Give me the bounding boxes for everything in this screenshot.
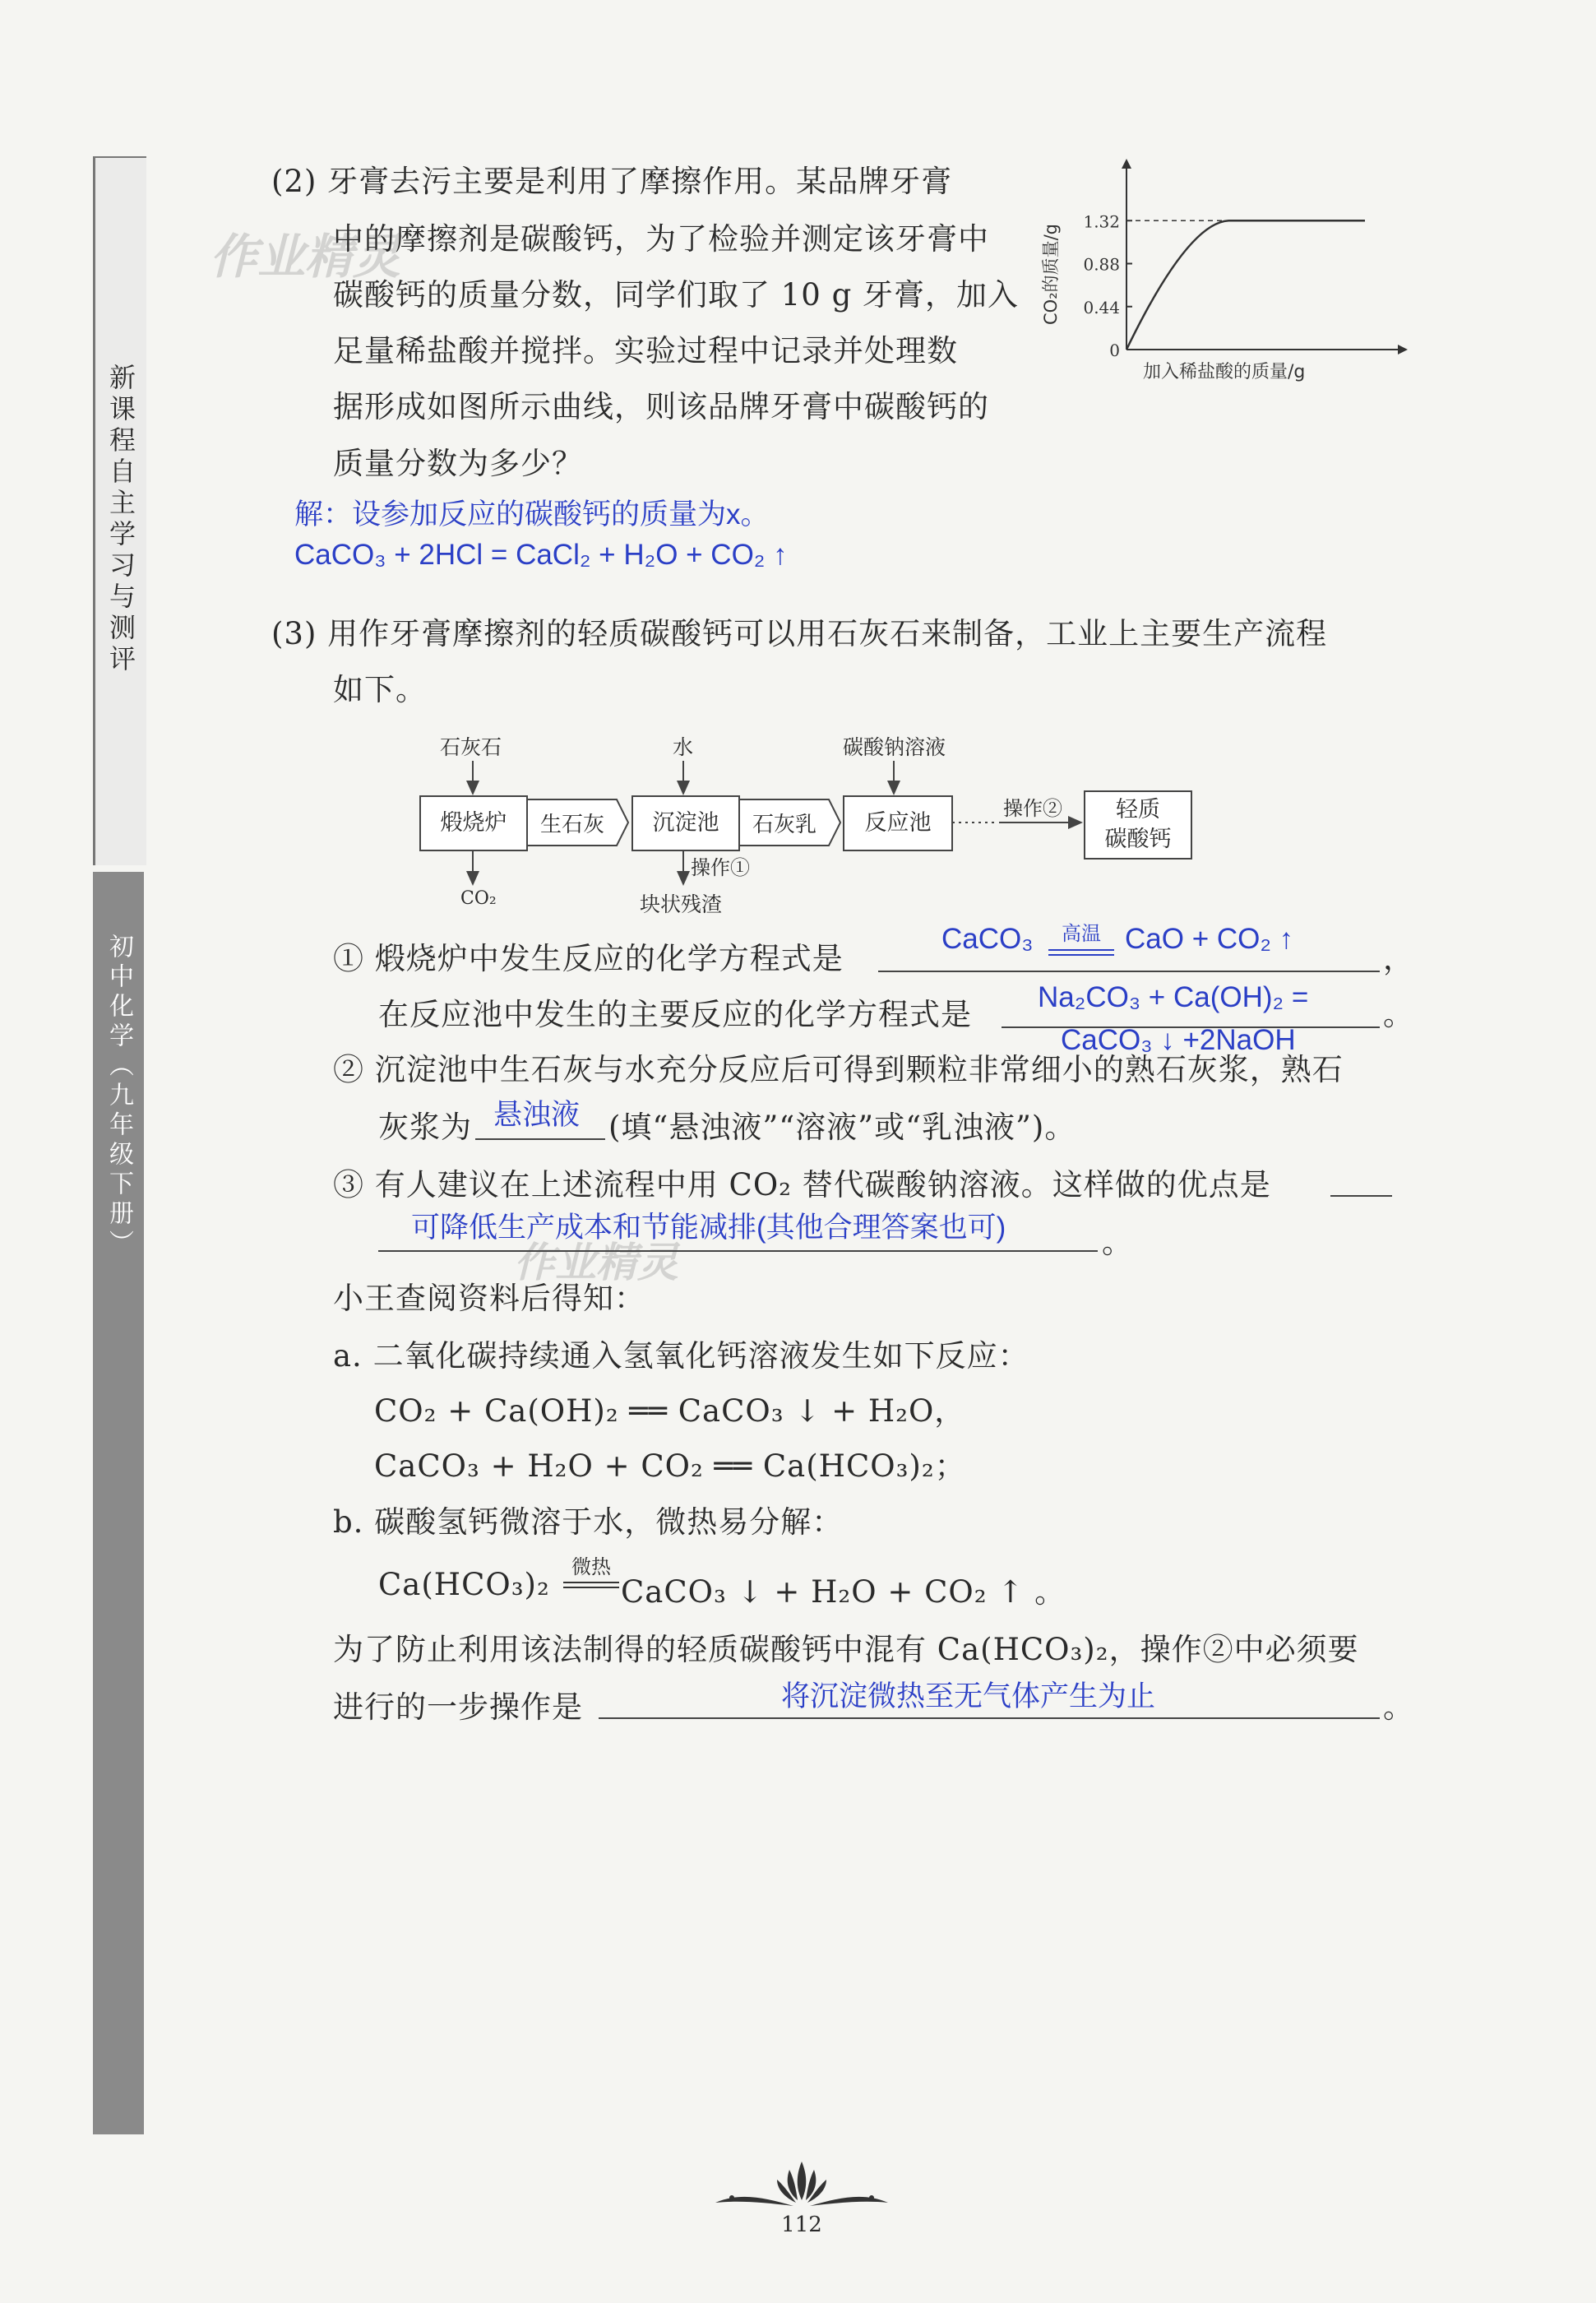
info-eq-b-cond-rule-1 xyxy=(563,1582,619,1583)
flow-box-product: 轻质 碳酸钙 xyxy=(1084,790,1192,860)
sub2-blank xyxy=(475,1138,605,1140)
flow-box-furnace: 煅烧炉 xyxy=(419,795,528,851)
info-final-line-2: 进行的一步操作是 xyxy=(333,1689,583,1725)
sub1-answer-1-condition xyxy=(1048,917,1114,956)
info-a-title: a. 二氧化碳持续通入氢氧化钙溶液发生如下反应： xyxy=(333,1338,1029,1374)
flow-op2: 操作② xyxy=(1003,797,1062,820)
footer-ornament-icon xyxy=(707,2155,896,2221)
flow-output-co2: CO₂ xyxy=(460,888,497,909)
sub3-period: 。 xyxy=(1102,1225,1133,1260)
x-axis-label: 加入稀盐酸的质量/g xyxy=(1143,362,1306,382)
co2-series-line xyxy=(1126,220,1365,350)
sub3-blank xyxy=(378,1250,1098,1252)
q2-line-5: 据形成如图所示曲线，则该品牌牙膏中碳酸钙的 xyxy=(333,389,989,424)
book-title: 新课程自主学习与测评 xyxy=(105,364,136,676)
info-eq-b-cond-rule-2 xyxy=(563,1587,619,1588)
info-eq-b-condition xyxy=(563,1550,619,1588)
y-tick-label: 0 xyxy=(1109,341,1120,360)
sub2-line-2-suffix: (填“悬浊液”“溶液”或“乳浊液”)。 xyxy=(608,1110,1076,1145)
sub2-line-1: ② 沉淀池中生石灰与水充分反应后可得到颗粒非常细小的熟石灰浆，熟石 xyxy=(333,1052,1344,1087)
q2-line-6: 质量分数为多少？ xyxy=(333,446,583,481)
sub3-answer: 可降低生产成本和节能减排(其他合理答案也可) xyxy=(411,1212,1006,1244)
sub1-line-1: ① 煅烧炉中发生反应的化学方程式是 xyxy=(333,941,844,976)
sub1-cond-rule-1 xyxy=(1048,949,1114,951)
info-eq-b-left: Ca(HCO₃)₂ xyxy=(378,1567,550,1602)
sub2-line-2-prefix: 灰浆为 xyxy=(378,1110,472,1145)
x-axis-arrow xyxy=(1398,345,1408,354)
flow-input-water: 水 xyxy=(673,735,694,759)
watermark-2: 作业精灵 xyxy=(514,1239,678,1286)
q2-line-3: 碳酸钙的质量分数，同学们取了 10 g 牙膏，加入 xyxy=(333,277,1020,313)
sub1-answer-2-line-1: Na₂CO₃ + Ca(OH)₂ = xyxy=(1038,981,1309,1013)
sub2-answer: 悬浊液 xyxy=(493,1099,581,1131)
flow-op1: 操作① xyxy=(691,856,750,879)
subject-label: 初中化学（九年级下册） xyxy=(104,934,133,1259)
info-eq-a1: CO₂ + Ca(OH)₂ ══ CaCO₃ ↓ + H₂O， xyxy=(374,1393,966,1429)
page-number: 112 xyxy=(781,2213,822,2237)
side-tab-book xyxy=(93,156,146,865)
info-final-line-1: 为了防止利用该法制得的轻质碳酸钙中混有 Ca(HCO₃)₂，操作②中必须要 xyxy=(333,1632,1359,1667)
info-intro: 小王查阅资料后得知： xyxy=(333,1281,645,1316)
q3-line-1: (3) 用作牙膏摩擦剂的轻质碳酸钙可以用石灰石来制备，工业上主要生产流程 xyxy=(271,616,1328,651)
info-final-answer: 将沉淀微热至无气体产生为止 xyxy=(781,1680,1156,1712)
y-axis-arrow xyxy=(1122,159,1131,169)
q2-line-2: 中的摩擦剂是碳酸钙，为了检验并测定该牙膏中 xyxy=(333,221,989,257)
sub1-answer-1-right: CaO + CO₂ ↑ xyxy=(1125,923,1294,955)
sub1-comma: ， xyxy=(1383,941,1414,976)
sub1-line-2: 在反应池中发生的主要反应的化学方程式是 xyxy=(378,997,972,1032)
side-tab-subject xyxy=(93,872,144,2134)
watermark: 作业精灵 xyxy=(210,229,401,285)
sub1-cond-rule-2 xyxy=(1048,954,1114,956)
y-axis-label: CO₂的质量/g xyxy=(1041,223,1061,325)
flow-diagram xyxy=(411,728,1200,925)
co2-chart xyxy=(1036,156,1414,395)
q2-line-4: 足量稀盐酸并搅拌。实验过程中记录并处理数 xyxy=(333,333,958,368)
info-eq-b-cond-text: 微热 xyxy=(571,1555,611,1578)
sub1-answer-1-left: CaCO₃ xyxy=(941,923,1034,955)
flow-input-limestone: 石灰石 xyxy=(440,735,502,759)
q3-line-2: 如下。 xyxy=(333,672,427,707)
flow-arrow-limemilk: 石灰乳 xyxy=(752,812,817,837)
y-tick-label: 1.32 xyxy=(1083,211,1120,232)
info-final-blank xyxy=(599,1717,1380,1719)
info-b-title: b. 碳酸氢钙微溶于水，微热易分解： xyxy=(333,1504,844,1540)
info-eq-a2: CaCO₃ + H₂O + CO₂ ══ Ca(HCO₃)₂； xyxy=(374,1448,966,1484)
q2-line-1: (2) 牙膏去污主要是利用了摩擦作用。某品牌牙膏 xyxy=(271,164,953,199)
info-final-period: 。 xyxy=(1383,1689,1414,1725)
sub3-blank-tail xyxy=(1330,1195,1392,1197)
sub1-cond-text: 高温 xyxy=(1062,923,1101,945)
sub1-answer-2-line-2: CaCO₃ ↓ +2NaOH xyxy=(1061,1024,1296,1056)
sub1-blank-1 xyxy=(878,971,1380,972)
flow-box-reactor: 反应池 xyxy=(843,795,953,851)
sub1-period: 。 xyxy=(1383,997,1414,1032)
info-eq-b-right: CaCO₃ ↓ + H₂O + CO₂ ↑ 。 xyxy=(621,1574,1066,1610)
sub3-line-1: ③ 有人建议在上述流程中用 CO₂ 替代碳酸钠溶液。这样做的优点是 xyxy=(333,1167,1271,1202)
q2-answer-line-1: 解：设参加反应的碳酸钙的质量为x。 xyxy=(294,498,770,531)
flow-arrow-quicklime: 生石灰 xyxy=(539,812,604,837)
y-tick-label: 0.44 xyxy=(1083,297,1120,317)
flow-output-residue: 块状残渣 xyxy=(640,892,723,916)
q2-answer-line-2: CaCO₃ + 2HCl = CaCl₂ + H₂O + CO₂ ↑ xyxy=(294,539,788,571)
flow-input-sodium-carbonate: 碳酸钠溶液 xyxy=(843,735,946,759)
y-tick-label: 0.88 xyxy=(1083,254,1120,275)
flow-box-tank: 沉淀池 xyxy=(631,795,740,851)
